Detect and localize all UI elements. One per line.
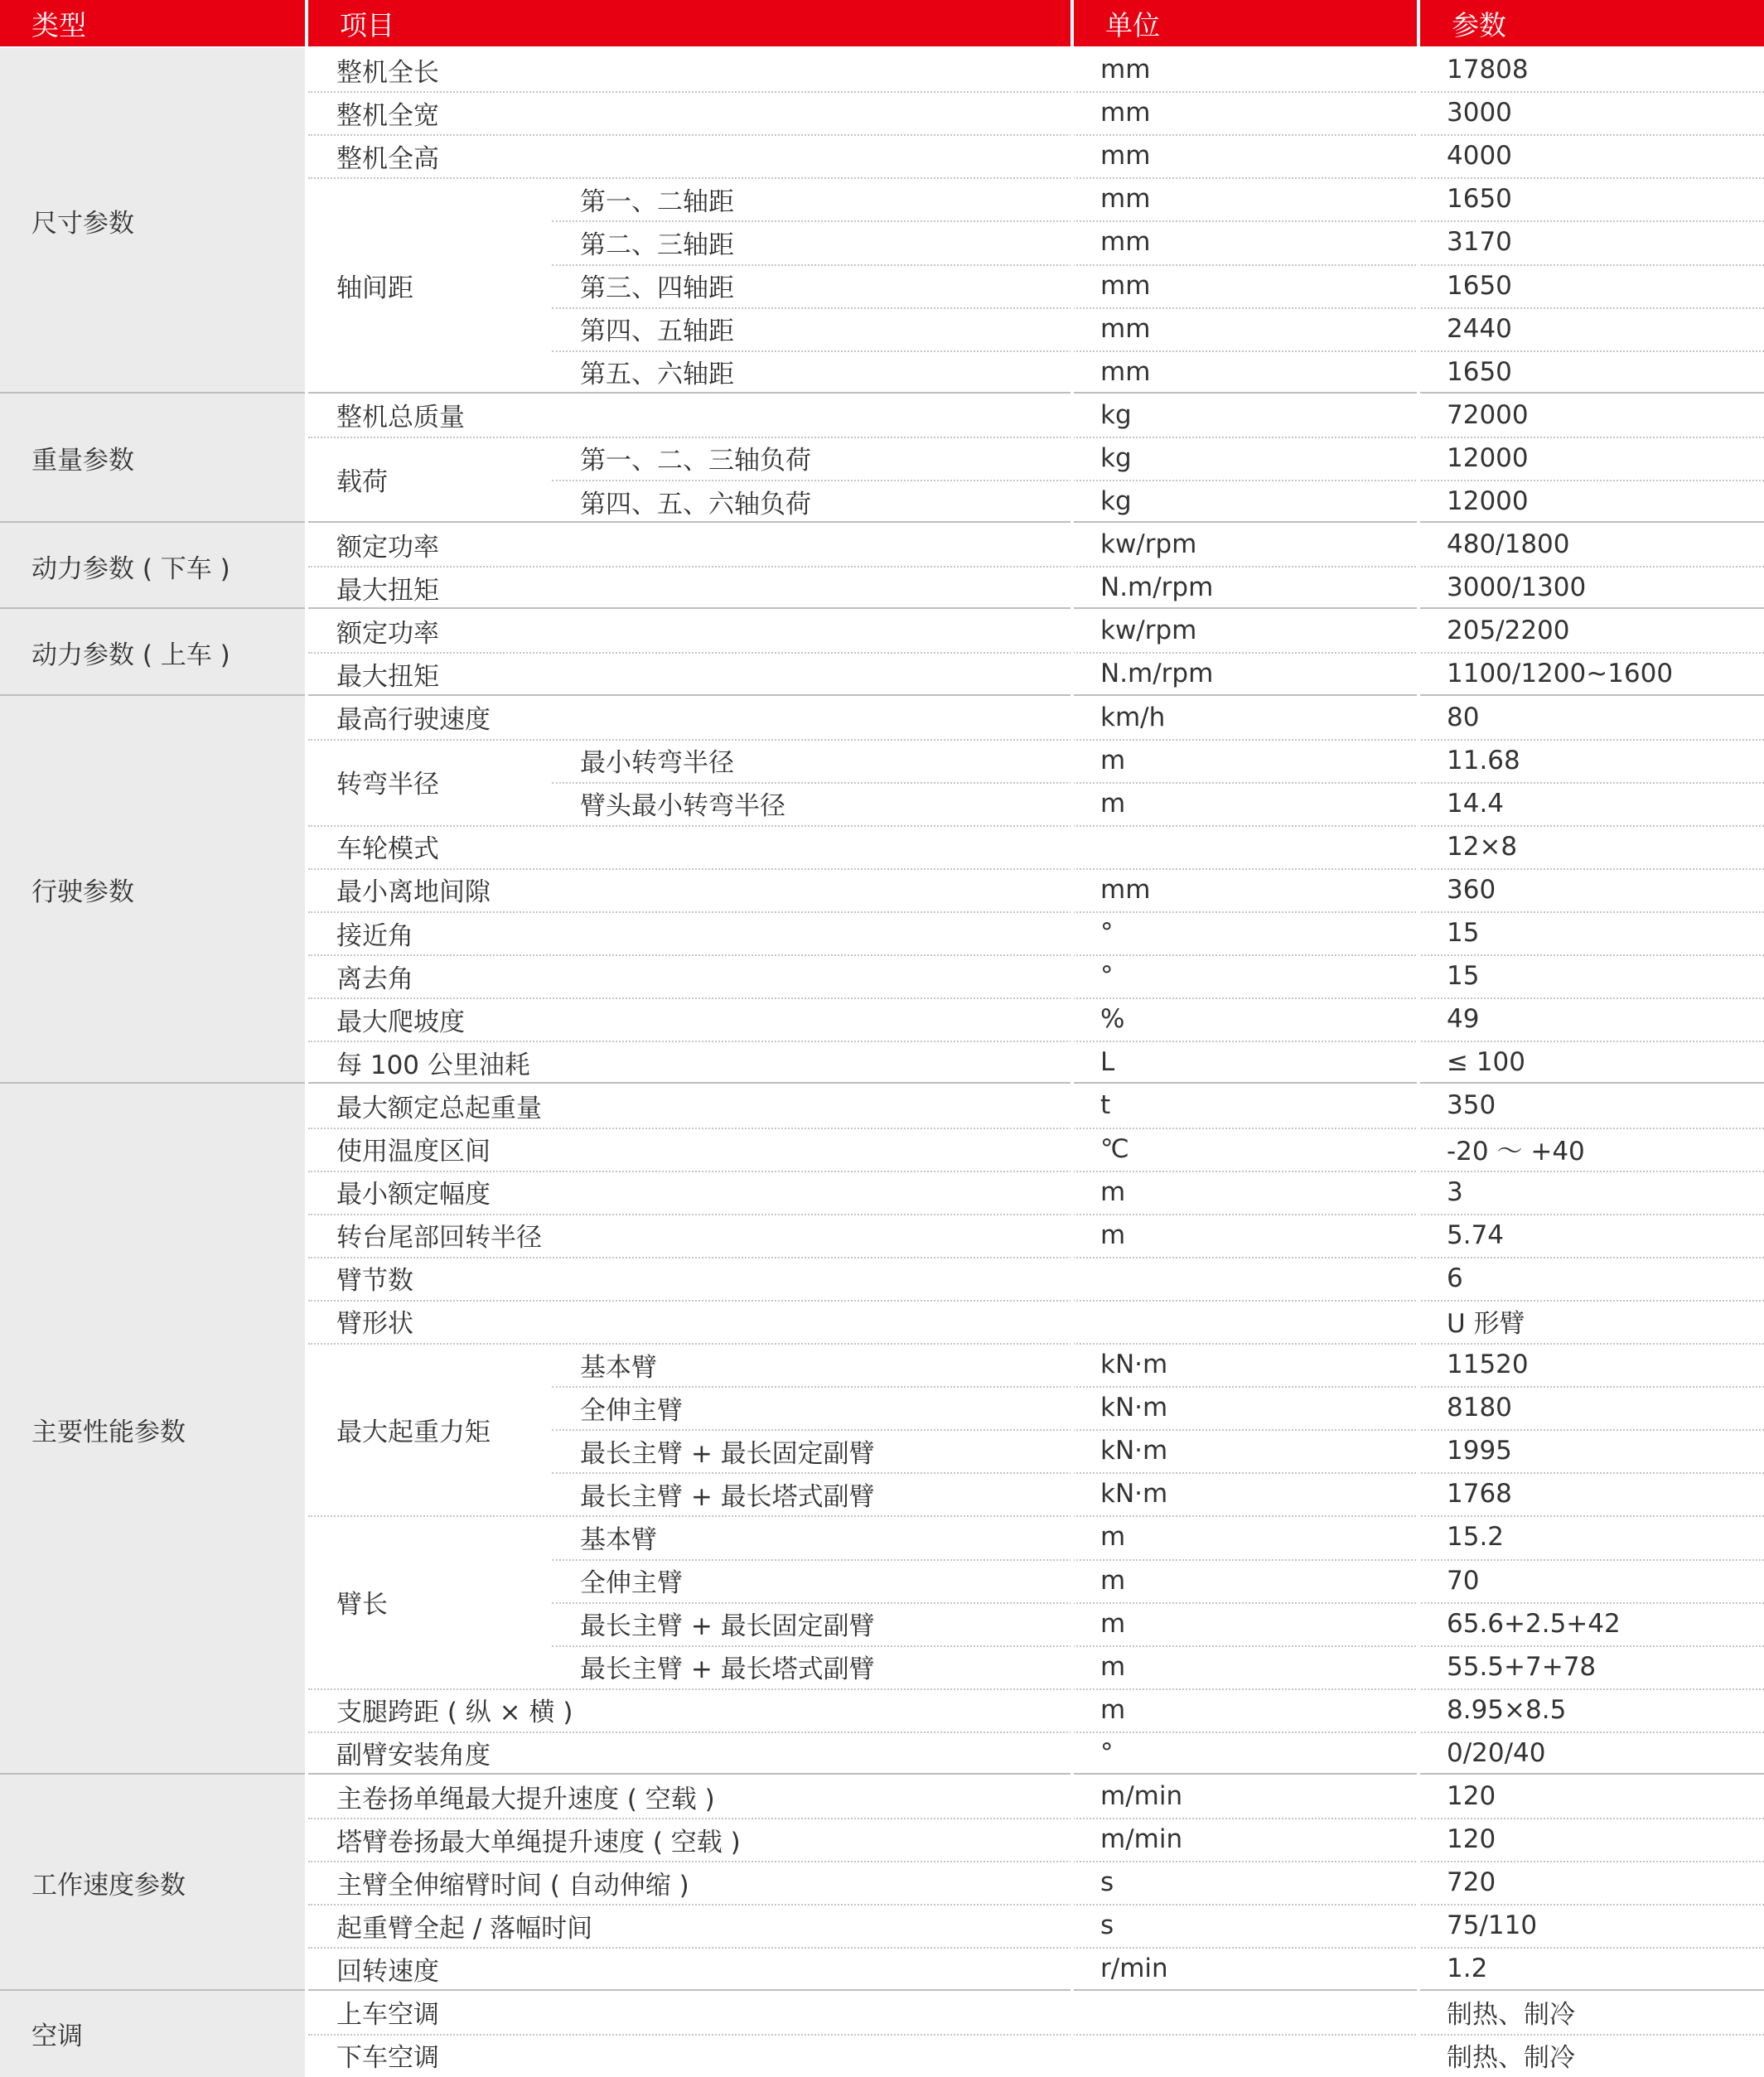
- row-value: 15: [1447, 961, 1480, 992]
- row-value: 1995: [1447, 1436, 1512, 1466]
- category-cell: 主要性能参数: [0, 1084, 305, 1775]
- row-unit: L: [1100, 1047, 1115, 1078]
- row-item-group: 轴间距: [336, 273, 413, 304]
- row-value: 8.95×8.5: [1447, 1694, 1567, 1725]
- row-value: 制热、制冷: [1447, 2000, 1575, 2030]
- row-value: 1.2: [1447, 1954, 1488, 1984]
- row-subitem: 第二、三轴距: [580, 229, 734, 260]
- row-subitem: 第四、五、六轴负荷: [580, 489, 811, 519]
- row-divider: [308, 1947, 1764, 1949]
- row-divider: [308, 134, 1764, 136]
- row-divider: [552, 1559, 1764, 1561]
- row-item: 支腿跨距 ( 纵 × 横 ): [336, 1698, 573, 1728]
- row-unit: %: [1100, 1004, 1125, 1035]
- row-unit: mm: [1100, 184, 1151, 215]
- category-cell: 工作速度参数: [0, 1775, 305, 1991]
- row-value: 1100/1200~1600: [1447, 659, 1674, 689]
- row-divider: [308, 437, 1764, 438]
- column-divider: [1417, 46, 1420, 2076]
- row-divider: [308, 91, 1764, 93]
- row-item: 额定功率: [336, 532, 439, 563]
- section-divider: [0, 694, 1764, 696]
- row-unit: m: [1100, 1220, 1126, 1250]
- category-cell: 动力参数 ( 上车 ): [0, 609, 305, 695]
- row-divider: [308, 1300, 1764, 1302]
- row-unit: m: [1100, 1565, 1126, 1596]
- row-value: 8180: [1447, 1393, 1512, 1423]
- row-item: 转台尾部回转半径: [336, 1223, 542, 1253]
- row-divider: [308, 1515, 1764, 1517]
- row-subitem: 基本臂: [580, 1524, 657, 1555]
- row-subitem: 全伸主臂: [580, 1568, 683, 1598]
- row-value: 3000/1300: [1447, 572, 1587, 603]
- row-unit: m: [1100, 1608, 1126, 1639]
- row-item: 下车空调: [336, 2043, 439, 2074]
- row-value: -20 ～ +40: [1447, 1137, 1585, 1167]
- row-item: 整机全高: [336, 143, 439, 174]
- row-value: 120: [1447, 1781, 1496, 1811]
- row-item: 整机全长: [336, 57, 439, 88]
- category-cell: 空调: [0, 1991, 305, 2077]
- row-value: 360: [1447, 874, 1496, 905]
- row-item: 整机总质量: [336, 403, 465, 433]
- row-divider: [308, 739, 1764, 741]
- row-item: 回转速度: [336, 1956, 439, 1987]
- section-divider: [0, 1082, 1764, 1084]
- row-unit: mm: [1100, 98, 1151, 128]
- row-unit: kN·m: [1100, 1350, 1168, 1379]
- row-value: 350: [1447, 1090, 1496, 1121]
- row-value: 1650: [1447, 184, 1512, 215]
- row-value: 12000: [1447, 486, 1529, 516]
- row-unit: kg: [1100, 486, 1132, 516]
- row-unit: mm: [1100, 313, 1151, 344]
- row-item: 塔臂卷扬最大单绳提升速度 ( 空载 ): [336, 1827, 741, 1857]
- row-unit: m/min: [1100, 1824, 1183, 1855]
- row-value: 120: [1447, 1824, 1496, 1855]
- row-item: 使用温度区间: [336, 1137, 491, 1167]
- category-cell: 重量参数: [0, 394, 305, 523]
- row-item-group: 载荷: [336, 467, 388, 498]
- row-unit: m: [1100, 1522, 1126, 1553]
- row-value: U 形臂: [1447, 1309, 1525, 1340]
- row-subitem: 第三、四轴距: [580, 273, 734, 303]
- header-item: 项目: [308, 0, 1070, 46]
- row-unit: kN·m: [1100, 1436, 1168, 1466]
- row-value: ≤ 100: [1447, 1047, 1525, 1078]
- row-value: 11520: [1447, 1350, 1529, 1379]
- row-value: 3: [1447, 1176, 1463, 1207]
- row-unit: r/min: [1100, 1954, 1168, 1984]
- row-value: 15.2: [1447, 1522, 1505, 1553]
- row-unit: ℃: [1100, 1133, 1129, 1164]
- row-value: 80: [1447, 702, 1480, 732]
- row-value: 12000: [1447, 442, 1529, 473]
- row-divider: [308, 825, 1764, 827]
- row-value: 15: [1447, 918, 1480, 948]
- row-item: 上车空调: [336, 2000, 439, 2030]
- row-item: 臂形状: [336, 1309, 413, 1340]
- header-unit: 单位: [1074, 0, 1417, 46]
- row-unit: mm: [1100, 356, 1151, 387]
- row-item: 最小离地间隙: [336, 877, 491, 908]
- row-unit: mm: [1100, 55, 1151, 85]
- row-unit: m/min: [1100, 1781, 1183, 1811]
- row-value: 480/1800: [1447, 529, 1570, 560]
- row-item: 最大扭矩: [336, 575, 439, 606]
- row-subitem: 最长主臂 + 最长固定副臂: [580, 1438, 875, 1469]
- row-item-group: 最大起重力矩: [336, 1417, 491, 1447]
- row-value: 5.74: [1447, 1220, 1505, 1250]
- row-divider: [308, 1171, 1764, 1172]
- row-divider: [308, 954, 1764, 956]
- row-subitem: 臂头最小转弯半径: [580, 791, 785, 822]
- category-cell: 动力参数 ( 下车 ): [0, 523, 305, 609]
- row-unit: mm: [1100, 270, 1151, 301]
- row-value: 17808: [1447, 55, 1529, 85]
- row-item: 接近角: [336, 920, 413, 951]
- row-value: 4000: [1447, 141, 1512, 171]
- row-value: 1650: [1447, 270, 1512, 301]
- row-unit: kw/rpm: [1100, 529, 1197, 560]
- row-subitem: 第四、五轴距: [580, 316, 734, 347]
- row-unit: mm: [1100, 141, 1151, 171]
- row-subitem: 最长主臂 + 最长塔式副臂: [580, 1654, 875, 1685]
- row-value: 1768: [1447, 1479, 1512, 1509]
- row-unit: mm: [1100, 227, 1151, 258]
- row-item: 臂节数: [336, 1266, 413, 1297]
- row-value: 75/110: [1447, 1910, 1538, 1941]
- row-unit: km/h: [1100, 702, 1166, 732]
- section-divider: [0, 1773, 1764, 1775]
- row-unit: °: [1100, 918, 1114, 948]
- row-item: 最小额定幅度: [336, 1180, 491, 1210]
- row-item-group: 转弯半径: [336, 770, 439, 800]
- row-value: 70: [1447, 1565, 1480, 1596]
- row-item: 车轮模式: [336, 834, 439, 865]
- row-unit: kg: [1100, 399, 1132, 430]
- row-subitem: 第一、二轴距: [580, 186, 734, 217]
- row-unit: N.m/rpm: [1100, 572, 1214, 603]
- row-value: 1650: [1447, 356, 1512, 387]
- header-type: 类型: [0, 0, 305, 46]
- row-unit: m: [1100, 1176, 1126, 1207]
- row-value: 3170: [1447, 227, 1512, 258]
- row-item: 整机全宽: [336, 100, 439, 131]
- row-item: 最高行驶速度: [336, 705, 491, 735]
- row-value: 11.68: [1447, 745, 1520, 775]
- row-subitem: 最长主臂 + 最长固定副臂: [580, 1611, 875, 1642]
- row-value: 205/2200: [1447, 616, 1570, 646]
- category-cell: 尺寸参数: [0, 48, 305, 394]
- row-value: 制热、制冷: [1447, 2043, 1575, 2074]
- row-unit: m: [1100, 788, 1126, 819]
- row-subitem: 基本臂: [580, 1352, 657, 1383]
- row-value: 49: [1447, 1004, 1480, 1035]
- row-value: 65.6+2.5+42: [1447, 1608, 1621, 1639]
- row-unit: s: [1100, 1867, 1114, 1898]
- row-value: 2440: [1447, 313, 1512, 344]
- row-unit: s: [1100, 1910, 1114, 1941]
- row-value: 55.5+7+78: [1447, 1651, 1597, 1682]
- row-divider: [308, 1257, 1764, 1258]
- row-item: 额定功率: [336, 618, 439, 649]
- row-subitem: 最长主臂 + 最长塔式副臂: [580, 1481, 875, 1512]
- row-unit: kN·m: [1100, 1479, 1168, 1509]
- row-divider: [308, 911, 1764, 913]
- row-unit: kN·m: [1100, 1393, 1168, 1423]
- row-value: 0/20/40: [1447, 1737, 1546, 1768]
- row-subitem: 全伸主臂: [580, 1395, 683, 1426]
- row-item: 每 100 公里油耗: [336, 1050, 530, 1080]
- column-divider: [305, 46, 308, 2076]
- row-unit: t: [1100, 1090, 1111, 1121]
- category-cell: 行驶参数: [0, 696, 305, 1084]
- row-divider: [308, 1343, 1764, 1345]
- row-item: 副臂安装角度: [336, 1741, 491, 1771]
- row-item: 最大爬坡度: [336, 1007, 465, 1037]
- row-unit: °: [1100, 961, 1114, 992]
- row-divider: [308, 997, 1764, 999]
- row-value: 3000: [1447, 98, 1512, 128]
- row-unit: °: [1100, 1737, 1114, 1768]
- row-item: 起重臂全起 / 落幅时间: [336, 1913, 593, 1944]
- row-value: 12×8: [1447, 831, 1518, 862]
- column-divider: [1070, 46, 1074, 2076]
- row-unit: N.m/rpm: [1100, 659, 1214, 689]
- row-item: 主卷扬单绳最大提升速度 ( 空载 ): [336, 1784, 715, 1814]
- row-subitem: 最小转弯半径: [580, 748, 734, 779]
- row-unit: kg: [1100, 442, 1132, 473]
- row-item: 最大扭矩: [336, 661, 439, 692]
- row-unit: mm: [1100, 874, 1151, 905]
- row-value: 72000: [1447, 399, 1529, 430]
- row-subitem: 第一、二、三轴负荷: [580, 446, 811, 476]
- row-item-group: 臂长: [336, 1590, 388, 1621]
- row-divider: [308, 868, 1764, 870]
- row-value: 720: [1447, 1867, 1496, 1898]
- row-subitem: 第五、六轴距: [580, 360, 734, 390]
- row-unit: m: [1100, 745, 1126, 775]
- row-divider: [308, 177, 1764, 179]
- row-value: 6: [1447, 1263, 1463, 1293]
- row-unit: m: [1100, 1651, 1126, 1682]
- row-item: 主臂全伸缩臂时间 ( 自动伸缩 ): [336, 1870, 689, 1901]
- row-value: 14.4: [1447, 788, 1505, 819]
- row-unit: kw/rpm: [1100, 616, 1197, 646]
- row-item: 离去角: [336, 964, 413, 994]
- row-unit: m: [1100, 1694, 1126, 1725]
- header-param: 参数: [1420, 0, 1764, 46]
- row-item: 最大额定总起重量: [336, 1093, 542, 1123]
